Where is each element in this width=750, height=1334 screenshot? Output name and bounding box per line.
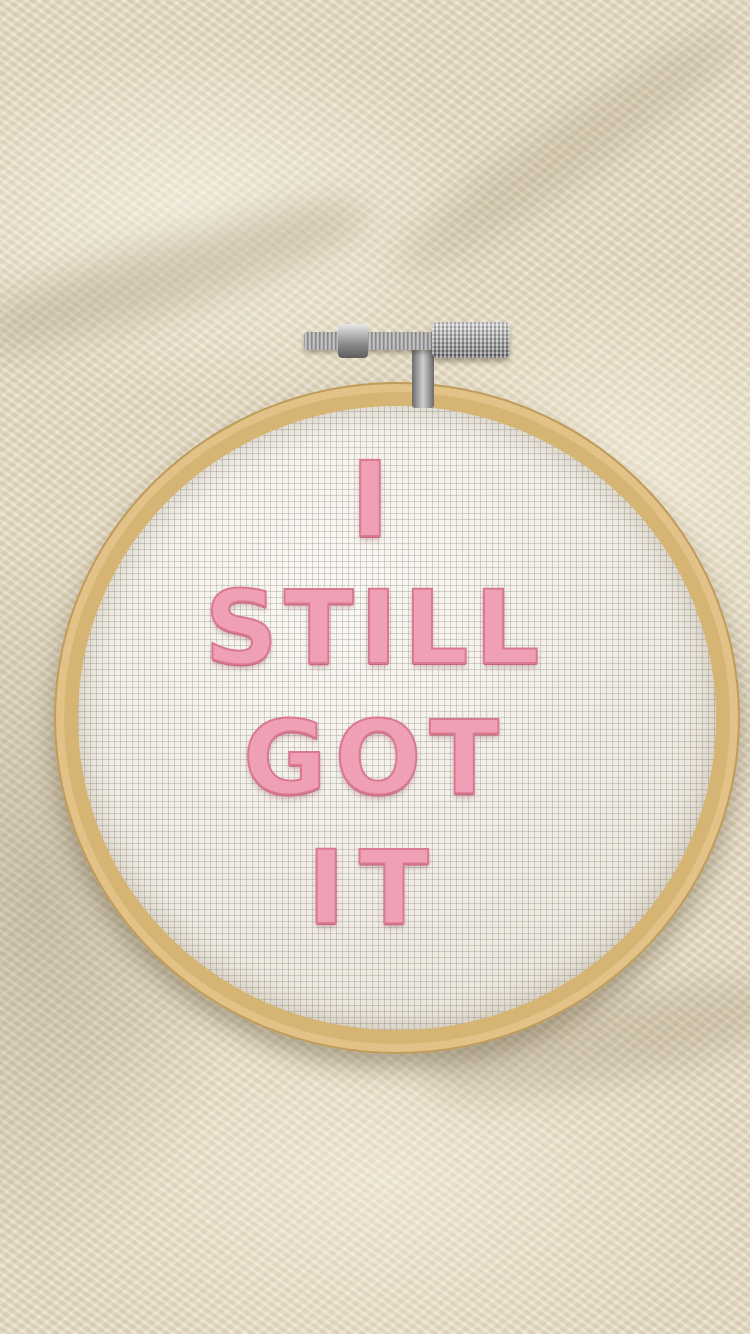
screw-shaft — [304, 332, 434, 350]
hoop-tension-screw — [304, 318, 510, 408]
blanket-fold — [381, 5, 750, 295]
embroidered-line-4: IT — [307, 829, 443, 948]
screw-knob — [432, 322, 510, 358]
embroidered-line-1: I — [350, 439, 400, 561]
embroidered-line-3: GOT — [242, 699, 507, 818]
embroidered-line-2: STILL — [204, 569, 546, 688]
screw-nut — [338, 324, 368, 358]
